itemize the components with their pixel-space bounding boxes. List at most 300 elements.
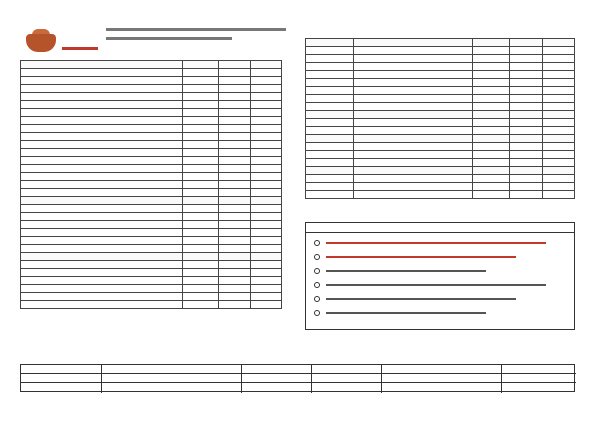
notes-item [314,239,568,249]
notes-item-bullet [314,310,320,316]
table-cell [306,71,354,79]
item-row [21,141,282,149]
table-cell [510,79,542,87]
table-cell [182,229,219,237]
item-row [21,181,282,189]
notes-item-text [326,270,486,272]
table-cell [354,119,472,127]
order-table-left [20,60,282,309]
item-row [21,213,282,221]
table-cell [21,277,183,285]
notes-item-bullet [314,240,320,246]
table-cell [250,141,281,149]
table-cell [21,237,183,245]
table-cell [21,213,183,221]
table-cell [219,277,250,285]
item-row [21,277,282,285]
table-cell [510,127,542,135]
section-header-row [306,167,575,175]
item-row [21,125,282,133]
table-cell [306,95,354,103]
table-cell [306,79,354,87]
item-row [21,69,282,77]
table-cell [510,111,542,119]
section-header-row [306,135,575,143]
table-cell [306,119,354,127]
table-cell [182,133,219,141]
table-cell [354,63,472,71]
table-cell [21,189,183,197]
table-cell [219,157,250,165]
table-cell [306,63,354,71]
table-cell [219,133,250,141]
table-cell [354,167,472,175]
table-cell [21,285,183,293]
table-cell [182,101,219,109]
table-cell [250,205,281,213]
table-cell [306,167,354,175]
notes-item [314,281,568,291]
table-cell [182,293,219,301]
table-cell [472,183,510,191]
table-cell [250,125,281,133]
item-row [21,157,282,165]
table-cell [21,109,183,117]
table-cell [510,39,542,47]
table-cell [219,253,250,261]
item-row [306,55,575,63]
notes-title [306,223,574,233]
table-cell [219,181,250,189]
item-row [21,109,282,117]
section-header-row [306,39,575,47]
table-cell [354,127,472,135]
table-cell [510,143,542,151]
table-cell [306,55,354,63]
table-cell [542,159,574,167]
table-cell [542,71,574,79]
table-cell [354,71,472,79]
table-cell [219,77,250,85]
table-cell [354,159,472,167]
table-cell [21,293,183,301]
table-cell [510,183,542,191]
table-cell [542,79,574,87]
table-cell [250,133,281,141]
item-row [306,47,575,55]
table-cell [306,87,354,95]
item-row [21,149,282,157]
customer-form [20,364,575,392]
table-cell [21,133,183,141]
table-cell [182,181,219,189]
table-cell [219,101,250,109]
table-cell [472,55,510,63]
table-cell [250,93,281,101]
item-row [21,269,282,277]
table-cell [219,269,250,277]
table-cell [472,71,510,79]
table-cell [182,301,219,309]
item-row [21,85,282,93]
table-cell [250,285,281,293]
table-cell [219,109,250,117]
table-cell [182,61,219,69]
table-cell [472,95,510,103]
table-cell [472,151,510,159]
notes-item-text [326,298,516,300]
table-cell [510,47,542,55]
notes-item-text [326,284,546,286]
table-cell [250,173,281,181]
form-divider [501,365,502,393]
table-cell [250,165,281,173]
notes-item-text [326,312,486,314]
table-cell [250,101,281,109]
table-cell [472,167,510,175]
table-cell [354,95,472,103]
order-table-right [305,38,575,199]
table-cell [219,285,250,293]
table-cell [219,293,250,301]
table-cell [472,159,510,167]
table-cell [182,165,219,173]
table-cell [250,261,281,269]
table-cell [219,221,250,229]
table-cell [472,135,510,143]
table-cell [219,301,250,309]
table-cell [306,175,354,183]
table-cell [182,237,219,245]
form-row [21,374,576,383]
table-cell [182,125,219,133]
table-cell [250,69,281,77]
pot-icon [26,34,56,52]
table-cell [354,191,472,199]
table-cell [250,253,281,261]
table-cell [510,175,542,183]
section-header-row [306,111,575,119]
table-cell [354,135,472,143]
table-cell [21,221,183,229]
table-cell [542,183,574,191]
table-cell [510,87,542,95]
table-cell [219,261,250,269]
table-cell [219,245,250,253]
item-row [21,293,282,301]
item-row [21,285,282,293]
form-divider [241,365,242,393]
table-cell [306,143,354,151]
table-cell [250,117,281,125]
table-cell [182,221,219,229]
table-cell [306,111,354,119]
table-cell [250,229,281,237]
section-header-row [21,197,282,205]
item-row [306,151,575,159]
table-cell [250,269,281,277]
item-row [21,221,282,229]
phone-line [106,37,232,40]
table-cell [250,301,281,309]
table-cell [182,261,219,269]
item-row [306,183,575,191]
table-cell [354,87,472,95]
item-row [21,237,282,245]
table-cell [542,103,574,111]
table-cell [306,135,354,143]
table-cell [182,117,219,125]
table-cell [219,69,250,77]
table-cell [510,167,542,175]
address-line [106,28,286,31]
table-cell [182,85,219,93]
table-cell [542,191,574,199]
notes-item [314,309,568,319]
table-cell [250,61,281,69]
form-divider [101,365,102,393]
table-cell [21,165,183,173]
table-cell [182,277,219,285]
table-cell [21,69,183,77]
table-cell [21,101,183,109]
section-header-row [21,253,282,261]
table-cell [472,127,510,135]
notes-item-text [326,242,546,244]
table-cell [250,221,281,229]
item-row [21,93,282,101]
table-cell [542,63,574,71]
table-cell [21,197,183,205]
table-cell [472,79,510,87]
item-row [21,229,282,237]
table-cell [250,109,281,117]
table-cell [21,61,183,69]
table-cell [542,39,574,47]
table-cell [542,47,574,55]
notes-item-bullet [314,282,320,288]
table-cell [472,111,510,119]
table-cell [472,191,510,199]
table-cell [354,39,472,47]
table-cell [306,191,354,199]
item-row [306,95,575,103]
table-cell [219,173,250,181]
table-cell [472,175,510,183]
table-cell [510,103,542,111]
table-cell [219,237,250,245]
table-cell [219,205,250,213]
item-row [21,205,282,213]
table-cell [472,87,510,95]
table-cell [250,237,281,245]
table-cell [21,85,183,93]
table-cell [354,143,472,151]
table-cell [250,213,281,221]
table-cell [354,55,472,63]
table-cell [21,173,183,181]
table-cell [250,277,281,285]
table-cell [510,55,542,63]
table-cell [219,197,250,205]
item-row [306,159,575,167]
notes-item [314,253,568,263]
item-row [306,103,575,111]
table-cell [354,103,472,111]
notes-item-bullet [314,268,320,274]
item-row [21,101,282,109]
table-cell [182,149,219,157]
table-cell [219,213,250,221]
table-cell [542,151,574,159]
item-row [306,191,575,199]
table-cell [21,229,183,237]
table-cell [306,159,354,167]
item-row [306,87,575,95]
item-row [306,119,575,127]
table-cell [21,93,183,101]
table-cell [542,87,574,95]
table-cell [306,183,354,191]
table-cell [250,181,281,189]
table-cell [542,119,574,127]
item-row [306,143,575,151]
table-cell [182,93,219,101]
table-cell [21,149,183,157]
store-logo [20,24,100,58]
table-cell [510,135,542,143]
table-cell [182,269,219,277]
table-cell [472,103,510,111]
form-divider [311,365,312,393]
table-cell [354,79,472,87]
table-cell [542,95,574,103]
table-cell [542,143,574,151]
item-row [21,173,282,181]
table-cell [250,245,281,253]
item-row [21,133,282,141]
table-cell [250,197,281,205]
table-cell [21,77,183,85]
table-cell [472,63,510,71]
item-row [306,71,575,79]
table-cell [21,141,183,149]
table-cell [219,117,250,125]
table-cell [21,117,183,125]
table-cell [182,141,219,149]
table-cell [510,191,542,199]
table-cell [182,109,219,117]
table-cell [250,293,281,301]
table-cell [21,205,183,213]
table-cell [542,175,574,183]
item-row [306,63,575,71]
table-cell [250,189,281,197]
item-row [21,261,282,269]
table-cell [542,135,574,143]
table-cell [250,149,281,157]
table-cell [21,261,183,269]
form-divider [381,365,382,393]
table-cell [354,183,472,191]
table-cell [306,47,354,55]
table-cell [250,77,281,85]
item-row [306,175,575,183]
table-cell [472,143,510,151]
table-cell [510,63,542,71]
table-cell [219,149,250,157]
table-cell [542,111,574,119]
table-cell [21,301,183,309]
table-cell [250,85,281,93]
item-row [21,301,282,309]
table-cell [542,127,574,135]
table-cell [354,151,472,159]
table-cell [250,157,281,165]
table-cell [306,151,354,159]
table-cell [182,189,219,197]
table-cell [219,189,250,197]
form-row [21,365,576,374]
notes-item-text [326,256,516,258]
item-row [21,117,282,125]
table-cell [510,119,542,127]
table-cell [182,285,219,293]
table-cell [182,245,219,253]
table-cell [182,77,219,85]
table-cell [472,39,510,47]
table-cell [182,173,219,181]
table-cell [182,213,219,221]
table-cell [510,159,542,167]
notes-box [305,222,575,330]
table-cell [510,71,542,79]
brand-wordmark [62,30,98,50]
notes-item [314,267,568,277]
item-row [306,127,575,135]
table-cell [510,151,542,159]
table-cell [219,85,250,93]
table-cell [219,93,250,101]
table-cell [21,245,183,253]
notes-item-bullet [314,296,320,302]
table-cell [219,229,250,237]
table-cell [21,181,183,189]
item-row [21,189,282,197]
table-cell [306,39,354,47]
table-cell [354,47,472,55]
table-cell [542,167,574,175]
table-cell [182,157,219,165]
table-cell [219,125,250,133]
store-contact-info [106,28,286,56]
table-cell [21,125,183,133]
store-header [20,24,290,64]
table-cell [354,175,472,183]
table-cell [182,197,219,205]
item-row [21,165,282,173]
table-cell [21,253,183,261]
table-cell [182,205,219,213]
table-cell [510,95,542,103]
item-row [21,245,282,253]
table-cell [542,55,574,63]
table-cell [219,141,250,149]
notes-item [314,295,568,305]
table-cell [182,253,219,261]
table-cell [472,47,510,55]
notes-item-bullet [314,254,320,260]
